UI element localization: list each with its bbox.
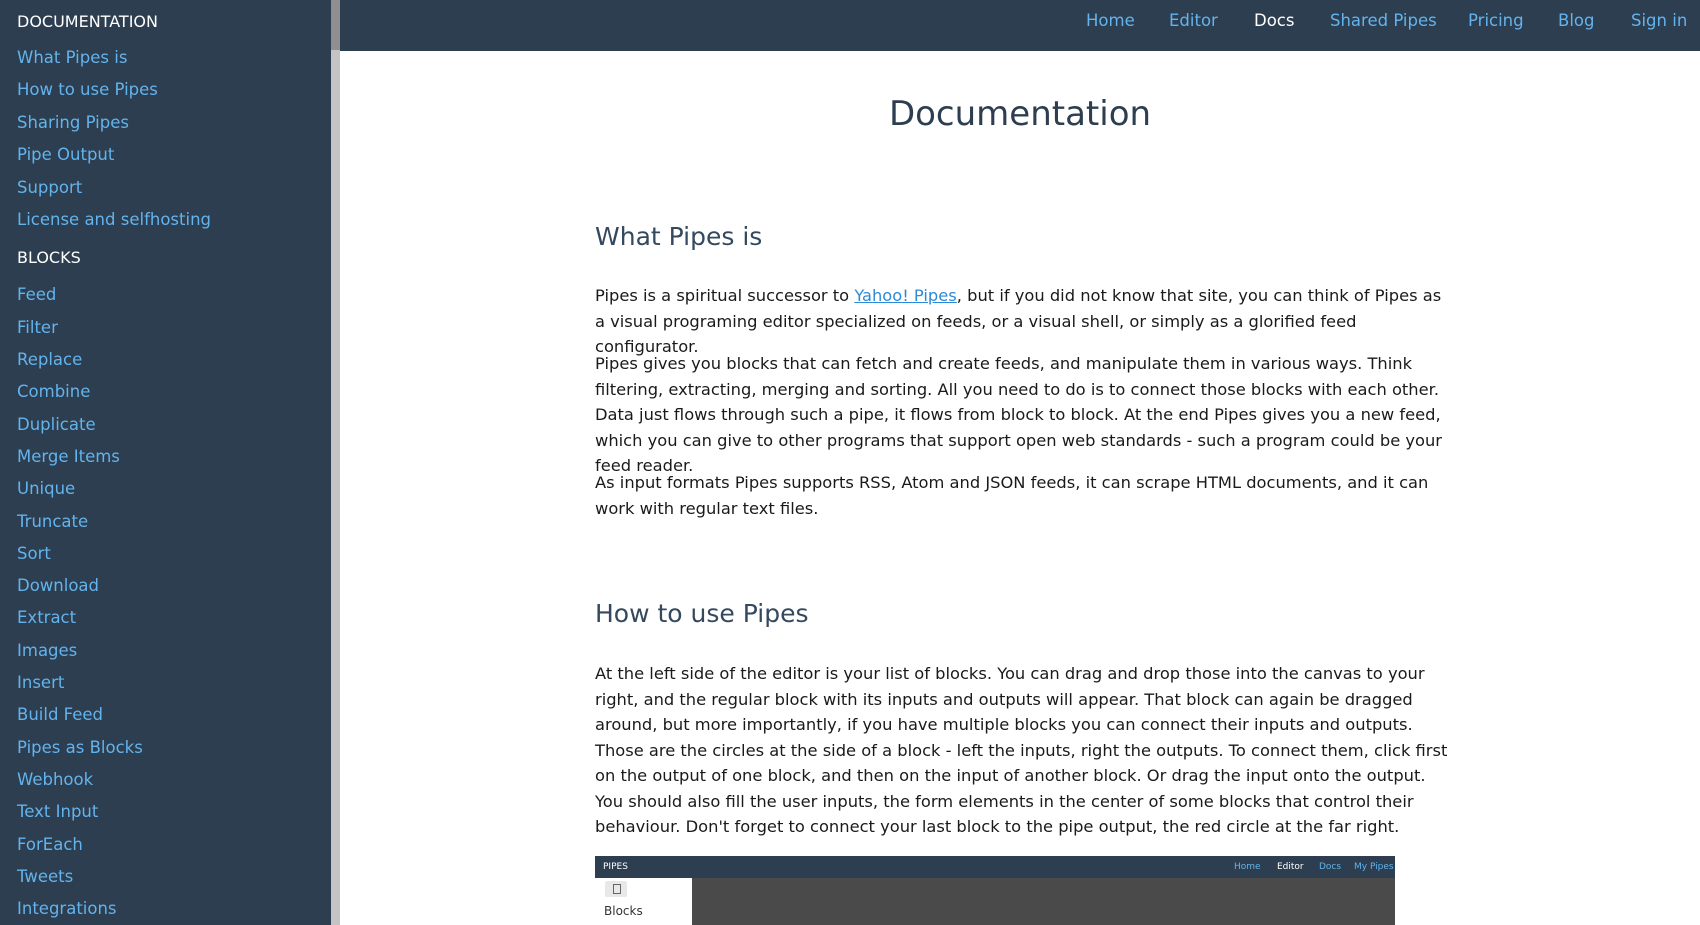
sidebar-item-combine[interactable]: Combine — [17, 382, 91, 401]
sidebar-item-what-pipes-is[interactable]: What Pipes is — [17, 48, 128, 67]
paragraph-intro — [595, 283, 1455, 360]
screenshot-blocks-label: Blocks — [604, 904, 643, 918]
sidebar-item-merge-items[interactable]: Merge Items — [17, 447, 120, 466]
sidebar-item-unique[interactable]: Unique — [17, 479, 76, 498]
sidebar-scrollbar[interactable] — [331, 0, 340, 925]
sidebar-item-build-feed[interactable]: Build Feed — [17, 705, 104, 724]
sidebar-item-truncate[interactable]: Truncate — [17, 512, 89, 531]
sidebar-item-extract[interactable]: Extract — [17, 608, 77, 627]
sidebar-item-pipes-as-blocks[interactable]: Pipes as Blocks — [17, 738, 143, 757]
nav-editor[interactable]: Editor — [1169, 11, 1218, 30]
nav-pricing[interactable]: Pricing — [1468, 11, 1524, 30]
sidebar-item-license[interactable]: License and selfhosting — [17, 210, 212, 229]
sidebar-item-how-to-use-pipes[interactable]: How to use Pipes — [17, 80, 158, 99]
sidebar-item-images[interactable]: Images — [17, 641, 78, 660]
sidebar-item-sort[interactable]: Sort — [17, 544, 51, 563]
sidebar-item-support[interactable]: Support — [17, 178, 83, 197]
sidebar-item-foreach[interactable]: ForEach — [17, 835, 83, 854]
screenshot-sidebar — [595, 878, 692, 925]
sidebar-item-sharing-pipes[interactable]: Sharing Pipes — [17, 113, 129, 132]
section-title-what-pipes-is: What Pipes is — [595, 222, 763, 251]
sidebar-item-replace[interactable]: Replace — [17, 350, 83, 369]
sidebar-item-pipe-output[interactable]: Pipe Output — [17, 145, 115, 164]
paragraph-input-formats: As input formats Pipes supports RSS, Atom and JSON feeds, it can scrape HTML documents, and it can work with regular text files. — [595, 473, 1429, 518]
paragraph-intro-text-rest: , but if you did not know that site, you can think of Pipes as a visual programing editor specialized on feeds, or a visual shell, or simply as a glorified feed configurator. — [595, 286, 1442, 356]
paragraph-how-to-use: At the left side of the editor is your list of blocks. You can drag and drop those into the canvas to your right, and the regular block with its inputs and outputs will appear. That block can again be dragged around, but more importantly, if you have multiple blocks you can connect their inputs and outputs. Those are the circles at the side of a block - left the inputs, right the outputs. To connect them, click first on the output of one block, and then on the input of another block. Or drag the input onto the output. You should also fill the user inputs, the form elements in the center of some blocks that control their behaviour. Don't forget to connect your last block to the pipe output, the red circle at the far right. — [595, 664, 1448, 836]
nav-docs[interactable]: Docs — [1254, 11, 1295, 30]
screenshot-nav-my-pipes: My Pipes — [1354, 862, 1394, 872]
paragraph-intro-text: Pipes is a spiritual successor to — [595, 286, 855, 305]
screenshot-nav-bar — [595, 856, 1395, 878]
editor-screenshot — [595, 856, 1395, 925]
nav-home[interactable]: Home — [1086, 11, 1135, 30]
paragraph-blocks: Pipes gives you blocks that can fetch and create feeds, and manipulate them in various ways. Think filtering, extracting, merging and sorting. All you need to do is to connect those blocks with each other. Data just flows through such a pipe, it flows from block to block. At the end Pipes gives you a new feed, which you can give to other programs that support open web standards - such a program could be your feed reader. — [595, 354, 1442, 475]
sidebar — [0, 0, 331, 925]
section-title-how-to-use-pipes: How to use Pipes — [595, 599, 809, 628]
sidebar-item-integrations[interactable]: Integrations — [17, 899, 117, 918]
sidebar-item-webhook[interactable]: Webhook — [17, 770, 94, 789]
screenshot-nav-home: Home — [1234, 862, 1261, 872]
sidebar-heading-blocks: BLOCKS — [17, 248, 81, 267]
sidebar-item-tweets[interactable]: Tweets — [17, 867, 74, 886]
sidebar-heading-documentation: DOCUMENTATION — [17, 12, 158, 31]
screenshot-nav-docs: Docs — [1319, 862, 1342, 872]
sidebar-item-filter[interactable]: Filter — [17, 318, 58, 337]
sidebar-item-duplicate[interactable]: Duplicate — [17, 415, 96, 434]
page-title: Documentation — [888, 94, 1152, 134]
sidebar-item-text-input[interactable]: Text Input — [17, 802, 99, 821]
sidebar-scrollbar-thumb[interactable] — [331, 0, 340, 50]
sidebar-item-feed[interactable]: Feed — [17, 285, 57, 304]
nav-shared-pipes[interactable]: Shared Pipes — [1330, 11, 1437, 30]
screenshot-nav-editor: Editor — [1277, 862, 1304, 872]
nav-sign-in[interactable]: Sign in — [1631, 11, 1688, 30]
yahoo-pipes-link[interactable]: Yahoo! Pipes — [854, 286, 957, 305]
sidebar-item-download[interactable]: Download — [17, 576, 100, 595]
top-nav — [340, 0, 1700, 51]
sidebar-item-insert[interactable]: Insert — [17, 673, 65, 692]
nav-blog[interactable]: Blog — [1558, 11, 1595, 30]
document-icon — [605, 881, 627, 897]
screenshot-brand: PIPES — [603, 862, 628, 872]
